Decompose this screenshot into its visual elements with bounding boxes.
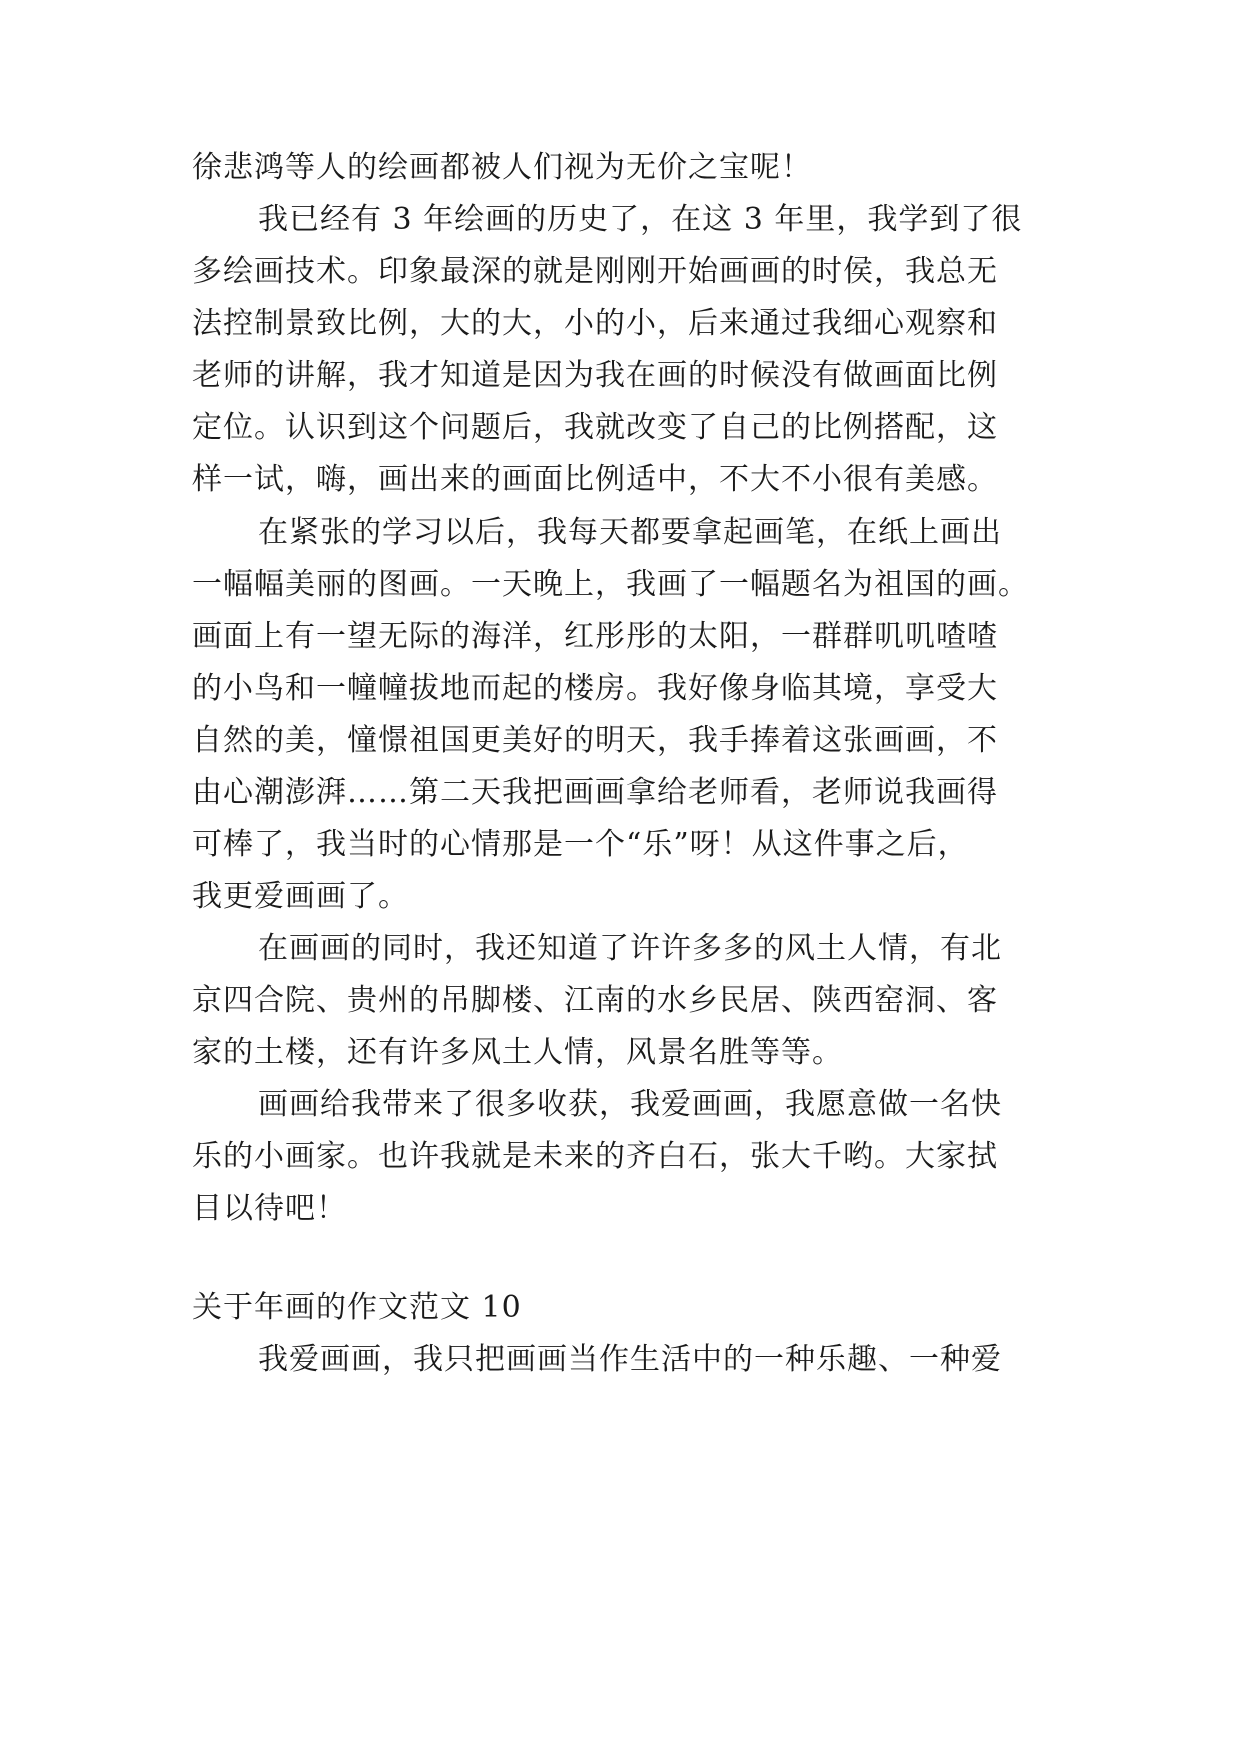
paragraph-start: 在紧张的学习以后，我每天都要拿起画笔，在纸上画出 [258,515,1002,550]
text-line: 定位。认识到这个问题后，我就改变了自己的比例搭配，这 [192,410,998,445]
text-line: 乐的小画家。也许我就是未来的齐白石，张大千哟。大家拭 [192,1139,998,1174]
text-line: 画面上有一望无际的海洋，红彤彤的太阳，一群群叽叽喳喳 [192,619,998,654]
paragraph-start: 我已经有 3 年绘画的历史了，在这 3 年里，我学到了很 [258,202,1023,237]
text-line: 家的土楼，还有许多风土人情，风景名胜等等。 [192,1035,843,1070]
text-line: 法控制景致比例，大的大，小的小，后来通过我细心观察和 [192,306,998,341]
text-line: 我更爱画画了。 [192,879,409,914]
text-line: 徐悲鸿等人的绘画都被人们视为无价之宝呢！ [192,150,812,185]
paragraph-start: 画画给我带来了很多收获，我爱画画，我愿意做一名快 [258,1087,1002,1122]
text-line: 样一试，嗨，画出来的画面比例适中，不大不小很有美感。 [192,462,998,497]
paragraph-start: 我爱画画，我只把画画当作生活中的一种乐趣、一种爱 [258,1342,1002,1377]
text-line: 多绘画技术。印象最深的就是刚刚开始画画的时侯，我总无 [192,254,998,289]
text-line: 目以待吧！ [192,1191,347,1226]
text-line: 老师的讲解，我才知道是因为我在画的时候没有做画面比例 [192,358,998,393]
text-line: 可棒了，我当时的心情那是一个“乐”呀！从这件事之后， [192,827,969,862]
paragraph-start: 在画画的同时，我还知道了许许多多的风土人情，有北 [258,931,1002,966]
text-line: 一幅幅美丽的图画。一天晚上，我画了一幅题名为祖国的画。 [192,567,1029,602]
section-heading: 关于年画的作文范文 10 [192,1290,522,1325]
text-line: 自然的美，憧憬祖国更美好的明天，我手捧着这张画画，不 [192,723,998,758]
text-line: 京四合院、贵州的吊脚楼、江南的水乡民居、陕西窑洞、客 [192,983,998,1018]
text-line: 的小鸟和一幢幢拔地而起的楼房。我好像身临其境，享受大 [192,671,998,706]
text-line: 由心潮澎湃……第二天我把画画拿给老师看，老师说我画得 [192,775,998,810]
